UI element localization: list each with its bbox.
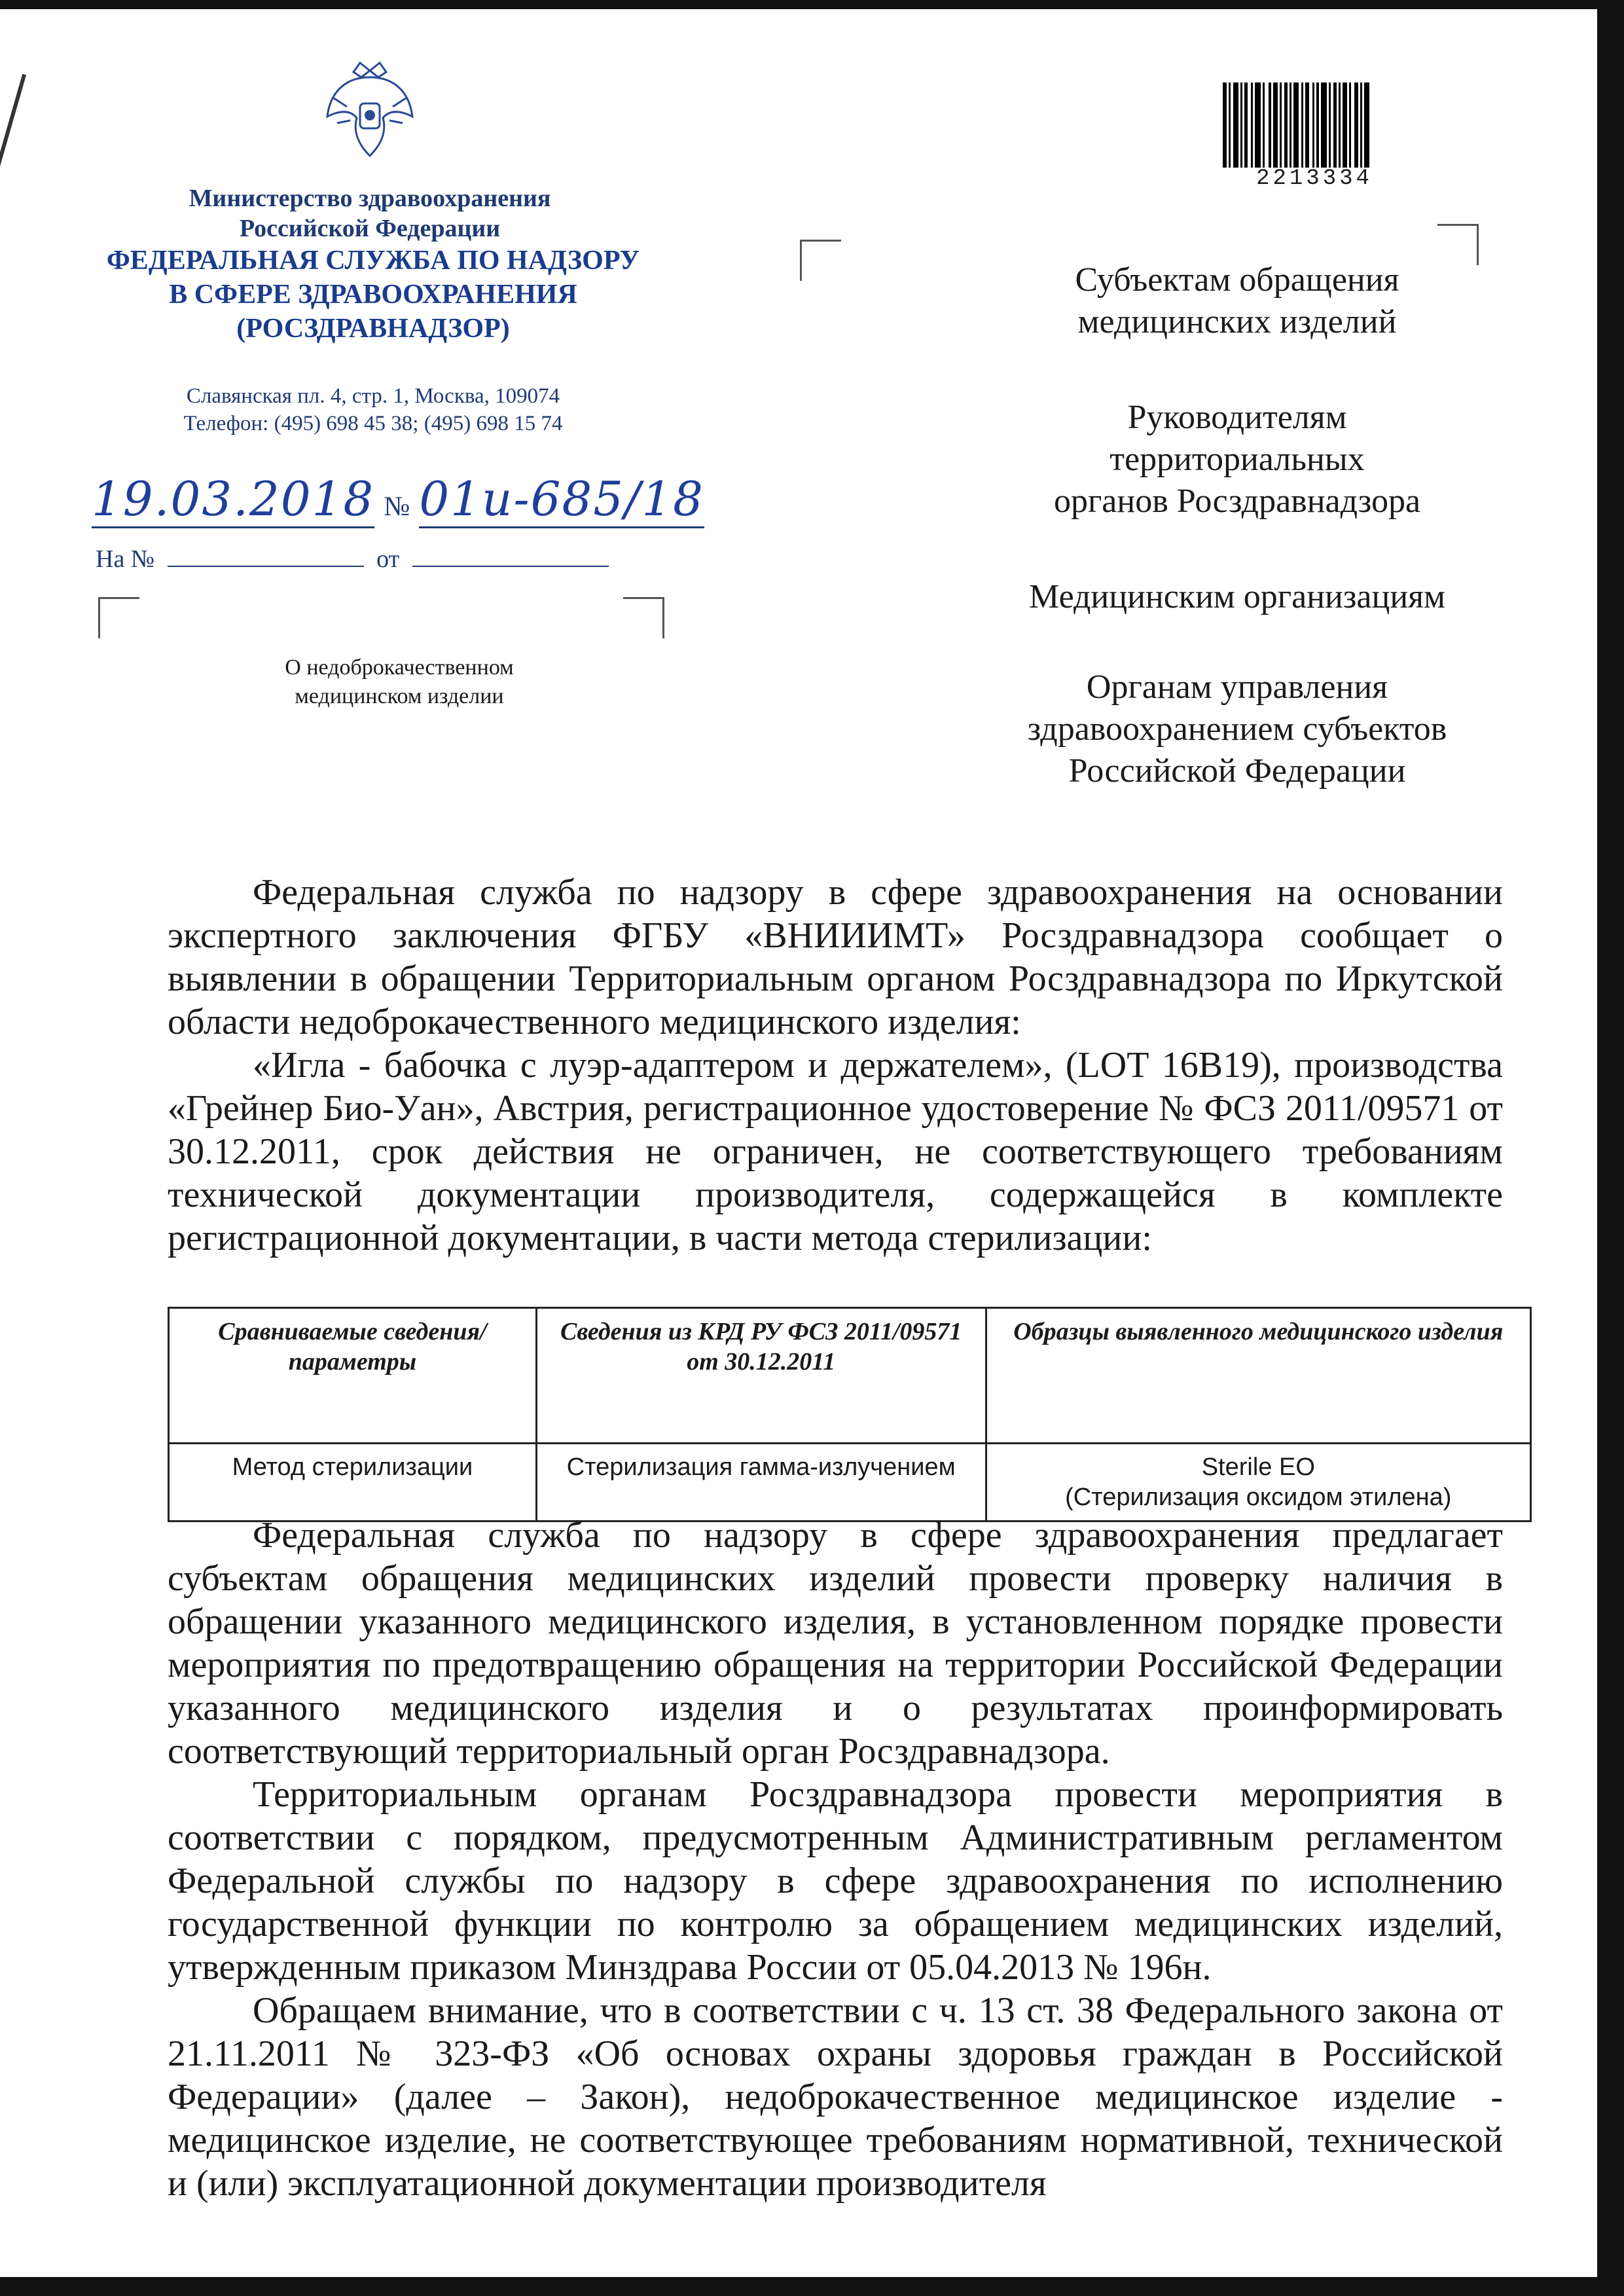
barcode-number: 2213334 [1256, 166, 1373, 191]
reference-line [96, 545, 615, 574]
scan-edge-bottom [0, 2277, 1624, 2296]
paragraph: Федеральная служба по надзору в сфере здравоохранения предлагает субъектам обращения медицинских изделий провести проверку наличия в обращении указанного медицинского изделия, в установленном порядке провести мероприятия по предотвращению обращения на территории Российской Федерации указанного медицинского изделия и о результатах проинформировать соответствующий территориальный орган Росздравнадзора. [168, 1515, 1503, 1772]
table-cell: Стерилизация гамма-излучением [536, 1444, 986, 1522]
ministry-name: Министерство здравоохранения Российской Федерации [189, 185, 551, 242]
paragraph: Федеральная служба по надзору в сфере здравоохранения на основании экспертного заключения ФГБУ «ВНИИИМТ» Росздравнадзора сообщает о выявлении в обращении Территориальным органом Росздравнадзора по Иркутской области недоброкачественного медицинского изделия: [168, 872, 1503, 1042]
ot-label: от [376, 545, 400, 573]
addressee-block: Медицинским организациям [1029, 578, 1445, 615]
scan-edge-top [0, 0, 1624, 9]
bracket-corner [800, 240, 841, 281]
comparison-table [168, 1307, 1532, 1522]
bracket-corner [623, 597, 664, 638]
ot-blank [412, 559, 609, 567]
addressee-block: Руководителям территориальных органов Росздравнадзора [1053, 399, 1421, 520]
table-cell: Sterile EO (Стерилизация оксидом этилена) [986, 1444, 1530, 1522]
outgoing-reference [92, 471, 740, 524]
na-label: На № [96, 545, 155, 573]
paragraph: Территориальным органам Росздравнадзора провести мероприятия в соответствии с порядком, предусмотренным Административным регламентом Федеральной службы по надзору в сфере здравоохранения по исполнению государственной функции по контролю за обращением медицинских изделий, утвержденным приказом Минздрава России от 05.04.2013 № 196н. [168, 1774, 1503, 1988]
paragraph: «Игла - бабочка с луэр-адаптером и держателем», (LOT 16B19), производства «Грейнер Био-Уан», Австрия, регистрационное удостоверение № ФСЗ 2011/09571 от 30.12.2011, срок действия не ограничен, не соответствующего требованиям технической документации производителя, содержащейся в комплекте регистрационной документации, в части метода стерилизации: [168, 1045, 1503, 1258]
coat-of-arms-icon [321, 58, 419, 164]
table-header-row [169, 1308, 1531, 1444]
table-header: Образцы выявленного медицинского изделия [986, 1308, 1530, 1444]
outgoing-date: 19.03.2018 [92, 471, 374, 528]
table-row [169, 1444, 1531, 1522]
addressee-block: Субъектам обращения медицинских изделий [1075, 261, 1399, 340]
table-header: Сравниваемые сведения/параметры [169, 1308, 537, 1444]
scan-edge-right [1597, 0, 1624, 2296]
service-name: ФЕДЕРАЛЬНАЯ СЛУЖБА ПО НАДЗОРУ В СФЕРЕ ЗДРАВООХРАНЕНИЯ (РОСЗДРАВНАДЗОР) [106, 246, 640, 344]
addressee-block: Органам управления здравоохранением субъектов Российской Федерации [1027, 668, 1447, 790]
body-text-top [168, 871, 1503, 1260]
outgoing-number: 01и-685/18 [419, 471, 704, 528]
letter-subject: О недоброкачественном медицинском изделии [285, 655, 514, 708]
scan-scratch [0, 74, 26, 194]
service-address: Славянская пл. 4, стр. 1, Москва, 109074 Телефон: (495) 698 45 38; (495) 698 15 74 [183, 384, 563, 435]
table-cell: Метод стерилизации [169, 1444, 537, 1522]
barcode [1223, 82, 1399, 168]
bracket-corner [98, 597, 139, 638]
number-sign: № [384, 492, 410, 522]
table-header: Сведения из КРД РУ ФСЗ 2011/09571 от 30.12.2011 [536, 1308, 986, 1444]
na-blank [168, 559, 364, 567]
paragraph: Обращаем внимание, что в соответствии с ч. 13 ст. 38 Федерального закона от 21.11.2011 № 323-ФЗ «Об основах охраны здоровья граждан в Российской Федерации» (далее – Закон), недоброкачественное медицинское изделие - медицинское изделие, не соответствующее требованиям нормативной, технической и (или) эксплуатационной документации производителя [168, 1990, 1503, 2204]
body-text-bottom [168, 1514, 1503, 2205]
